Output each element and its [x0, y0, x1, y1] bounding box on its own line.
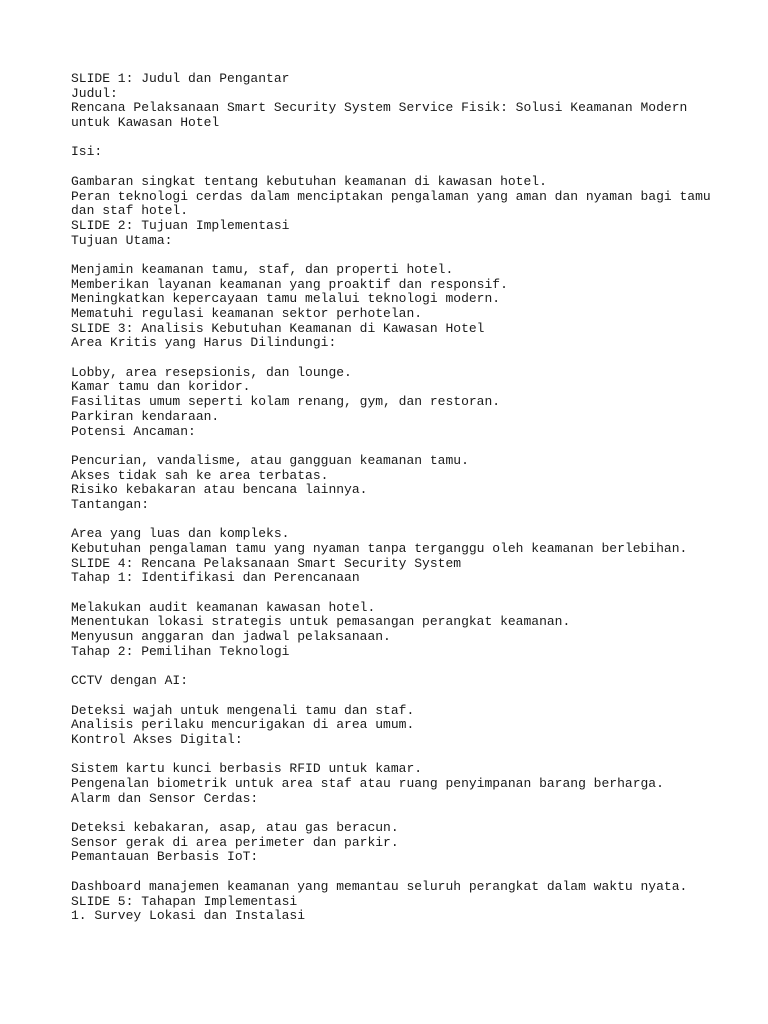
text-line: Sensor gerak di area perimeter dan parkir. [71, 834, 399, 850]
text-line: Gambaran singkat tentang kebutuhan keamanan di kawasan hotel. [71, 173, 547, 189]
text-line: Tantangan: [71, 496, 150, 512]
text-line: Risiko kebakaran atau bencana lainnya. [71, 482, 368, 498]
text-line: Dashboard manajemen keamanan yang memantau seluruh perangkat dalam waktu nyata. [71, 878, 688, 894]
text-line: Deteksi wajah untuk mengenali tamu dan staf. [71, 702, 415, 718]
text-line: Menyusun anggaran dan jadwal pelaksanaan. [71, 629, 391, 645]
text-line: Kebutuhan pengalaman tamu yang nyaman tanpa terganggu oleh keamanan berlebihan. [71, 541, 688, 556]
text-line: Tahap 1: Identifikasi dan Perencanaan [71, 570, 360, 586]
blank-line [71, 131, 731, 146]
blank-line [71, 689, 731, 704]
text-line: Judul: [71, 85, 118, 101]
text-line: Pemantauan Berbasis IoT: [71, 849, 259, 865]
text-line: Deteksi kebakaran, asap, atau gas beracun. [71, 820, 399, 836]
text-line: Area Kritis yang Harus Dilindungi: [71, 335, 337, 351]
blank-line [71, 351, 731, 366]
text-line: Memberikan layanan keamanan yang proaktif dan responsif. [71, 276, 508, 292]
text-line: Kontrol Akses Digital: [71, 731, 243, 747]
text-line: Fasilitas umum seperti kolam renang, gym, dan restoran. [71, 394, 501, 410]
text-line: Potensi Ancaman: [71, 423, 196, 439]
text-line: Menentukan lokasi strategis untuk pemasangan perangkat keamanan. [71, 614, 571, 630]
text-line: CCTV dengan AI: [71, 673, 189, 689]
text-line: SLIDE 2: Tujuan Implementasi [71, 217, 290, 233]
text-line: Lobby, area resepsionis, dan lounge. [71, 364, 352, 380]
text-line: Isi: [71, 144, 103, 160]
text-line: untuk Kawasan Hotel [71, 115, 220, 131]
text-line: dan staf hotel. [71, 203, 189, 219]
text-line: SLIDE 5: Tahapan Implementasi [71, 893, 298, 909]
text-line: Pencurian, vandalisme, atau gangguan keamanan tamu. [71, 452, 469, 468]
text-line: Parkiran kendaraan. [71, 408, 220, 424]
text-line: Tujuan Utama: [71, 232, 173, 248]
blank-line [71, 248, 731, 263]
text-line: Pengenalan biometrik untuk area staf atau ruang penyimpanan barang berharga. [71, 776, 664, 791]
text-line: Tahap 2: Pemilihan Teknologi [71, 643, 290, 659]
blank-line [71, 806, 731, 821]
text-line: Alarm dan Sensor Cerdas: [71, 790, 259, 806]
document-text [71, 72, 731, 924]
text-line: Melakukan audit keamanan kawasan hotel. [71, 599, 376, 615]
text-line: Sistem kartu kunci berbasis RFID untuk kamar. [71, 761, 423, 777]
text-line: Area yang luas dan kompleks. [71, 526, 290, 542]
text-line: Rencana Pelaksanaan Smart Security System Service Fisik: Solusi Keamanan Modern [71, 100, 688, 116]
text-line: Mematuhi regulasi keamanan sektor perhotelan. [71, 306, 423, 321]
text-line: SLIDE 3: Analisis Kebutuhan Keamanan di Kawasan Hotel [71, 320, 485, 336]
blank-line [71, 865, 731, 880]
text-line: Meningkatkan kepercayaan tamu melalui teknologi modern. [71, 291, 501, 307]
blank-line [71, 513, 731, 528]
text-line: Analisis perilaku mencurigakan di area umum. [71, 717, 415, 733]
text-line: Peran teknologi cerdas dalam menciptakan pengalaman yang aman dan nyaman bagi tamu [71, 188, 711, 204]
blank-line [71, 439, 731, 454]
text-line: Akses tidak sah ke area terbatas. [71, 467, 329, 483]
text-line: SLIDE 4: Rencana Pelaksanaan Smart Security System [71, 555, 462, 571]
text-line: Menjamin keamanan tamu, staf, dan properti hotel. [71, 261, 454, 277]
text-line: Kamar tamu dan koridor. [71, 379, 251, 395]
blank-line [71, 160, 731, 175]
text-line: SLIDE 1: Judul dan Pengantar [71, 71, 290, 86]
text-line: 1. Survey Lokasi dan Instalasi [71, 908, 306, 924]
blank-line [71, 748, 731, 763]
blank-line [71, 586, 731, 601]
blank-line [71, 660, 731, 675]
